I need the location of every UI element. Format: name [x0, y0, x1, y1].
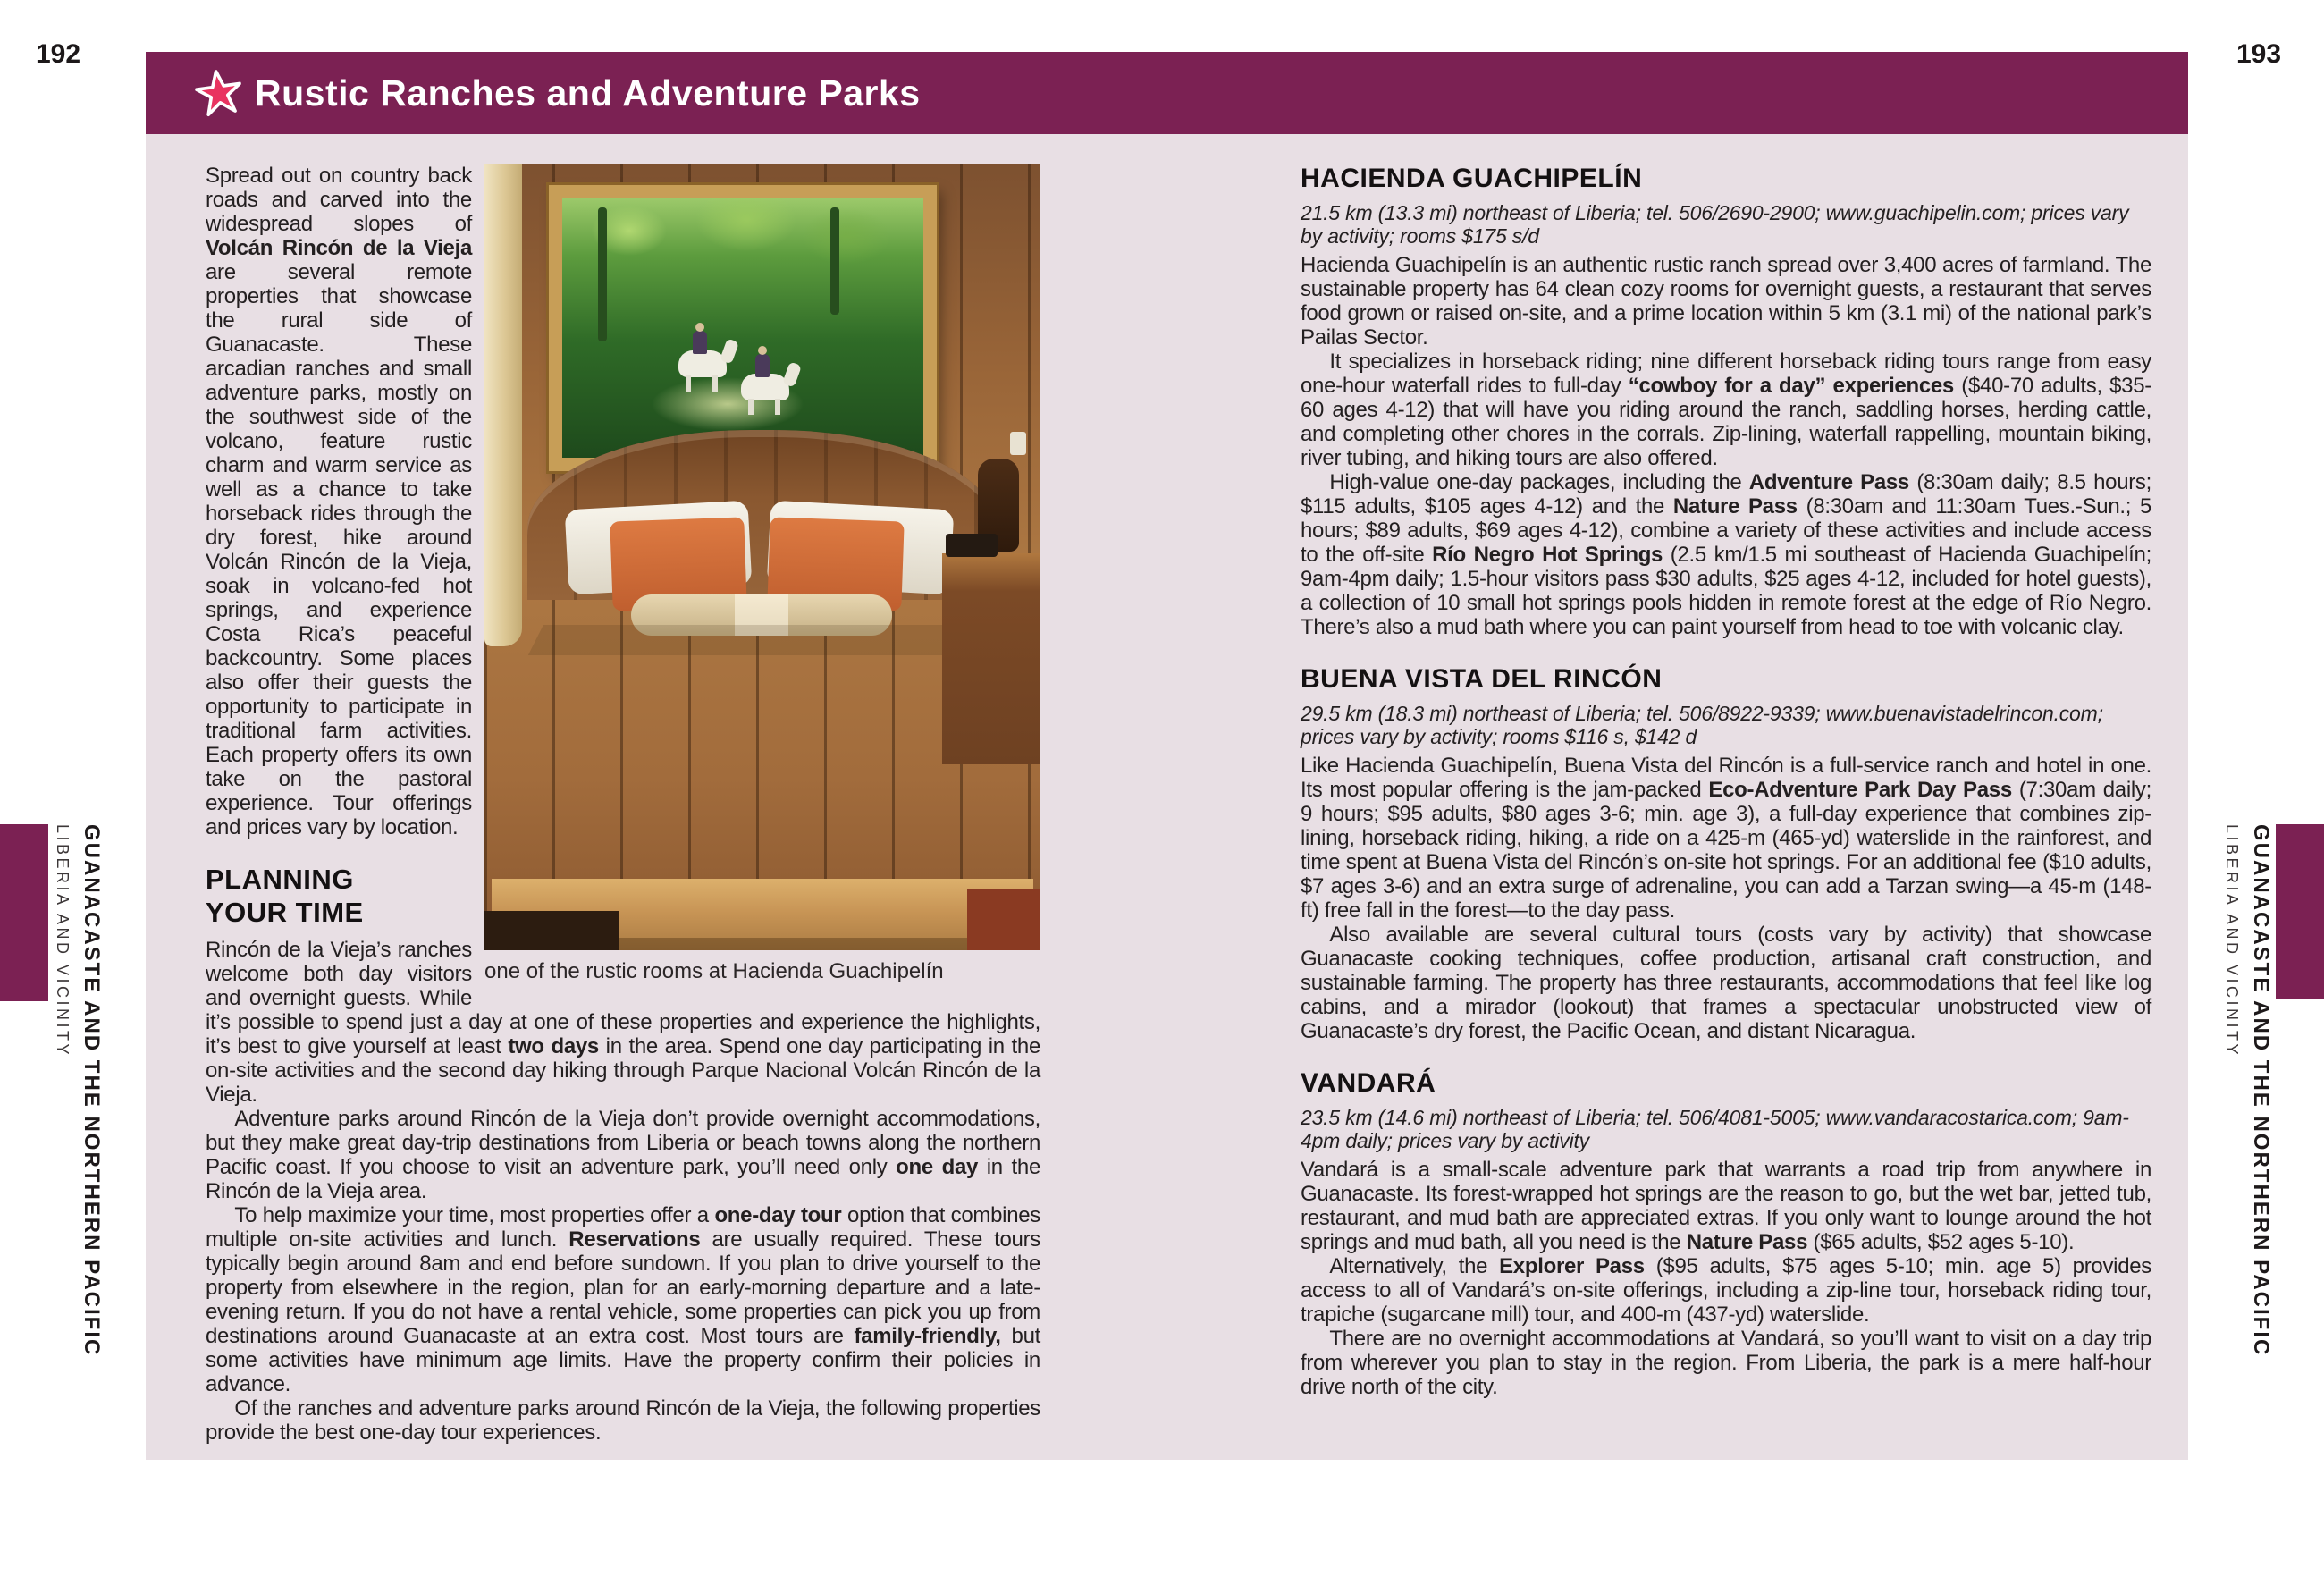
- listing-heading: HACIENDA GUACHIPELÍN: [1301, 164, 1643, 193]
- banner-title: Rustic Ranches and Adventure Parks: [255, 72, 921, 114]
- nightstand: [942, 553, 1040, 764]
- painting-tree: [830, 207, 839, 315]
- telephone: [946, 534, 998, 557]
- painting-horse-rider: [741, 374, 789, 400]
- body-paragraph: Rincón de la Vieja’s ranches welcome both day visitors and overnight guests. While it’s possible to spend just a day at one of these properties and experience the highlights, it’s best to give yourself at least two days in the area. Spend one day participating in the on-site activities and the second day hiking through Parque Nacional Volcán Rincón de la Vieja.: [206, 938, 1040, 1107]
- listing-buena-vista-del-rincon: [1301, 664, 2151, 1043]
- floor-shadow: [484, 911, 619, 950]
- painting-horse-rider: [678, 350, 727, 377]
- chapter-thumb-tab-right: [2276, 824, 2324, 999]
- sidebar-section-label-left: LIBERIA AND VICINITY: [54, 824, 72, 1058]
- body-paragraph: There are no overnight accommodations at Vandará, so you’ll want to visit on a day trip from wherever you plan to stay in the region. From Liberia, the park is a mere half-hour drive north of the city.: [1301, 1327, 2151, 1399]
- listing-details: 23.5 km (14.6 mi) northeast of Liberia; tel. 506/4081-5005; www.vandaracostarica.com; 9am-4pm daily; prices vary by activity: [1301, 1106, 2129, 1152]
- photo-caption: one of the rustic rooms at Hacienda Guachipelín: [484, 959, 944, 983]
- body-paragraph: Adventure parks around Rincón de la Vieja don’t provide overnight accommodations, but they make great day-trip destinations from Liberia or beach towns along the northern Pacific coast. If you choose to visit an adventure park, you’ll need only one day in the Rincón de la Vieja area.: [206, 1107, 1040, 1203]
- listing-hacienda-guachipelin: [1301, 164, 2151, 639]
- body-paragraph: To help maximize your time, most properties offer a one-day tour option that combines multiple on-site activities and lunch. Reservations are usually required. These tours typically begin around 8am and end before sundown. If you plan to drive yourself to the property from elsewhere in the region, plan for an early-morning departure and a late-evening return. If you do not have a rental vehicle, some properties can pick you up from destinations around Guanacaste at an extra cost. Most tours are family-friendly, but some activities have minimum age limits. Have the property confirm their policies in advance.: [206, 1203, 1040, 1396]
- sidebar-section-label-right: LIBERIA AND VICINITY: [2223, 824, 2241, 1058]
- page-number-left: 192: [36, 39, 81, 69]
- photo-rustic-room: [484, 164, 1040, 950]
- wall-outlet: [1010, 432, 1026, 455]
- body-paragraph: Like Hacienda Guachipelín, Buena Vista del Rincón is a full-service ranch and hotel in one. Its most popular offering is the jam-packed Eco-Adventure Park Day Pass (7:30am daily; 9 hours; $95 adults, $80 ages 3-6; min. age 3), a full-day experience that combines zip-lining, horseback riding, hiking, a ride on a 425-m (465-yd) waterslide in the rainforest, and time spent at Buena Vista del Rincón’s on-site hot springs. For an additional fee ($10 adults, $7 ages 3-6) and an extra surge of adrenaline, you can add a Tarzan swing—a 45-m (148-ft) free fall in the forest—to the day pass.: [1301, 754, 2151, 923]
- star-icon: [193, 67, 246, 120]
- painting-foliage: [562, 198, 897, 306]
- body-paragraph: Hacienda Guachipelín is an authentic rustic ranch spread over 3,400 acres of farmland. The sustainable property has 64 clean cozy rooms for overnight guests, a restaurant that serves food grown or raised on-site, and a prime location within 5 km (3.1 mi) of the national park’s Pailas Sector.: [1301, 253, 2151, 350]
- body-paragraph: Vandará is a small-scale adventure park that warrants a road trip from anywhere in Guanacaste. Its forest-wrapped hot springs are the reason to go, but the wet bar, jetted tub, restaurant, and mud bath are appreciated extras. If you only want to lounge around the hot springs and mud bath, all you need is the Nature Pass ($65 adults, $52 ages 5-10).: [1301, 1158, 2151, 1254]
- bedspread-fold: [508, 625, 1017, 655]
- listing-heading: BUENA VISTA DEL RINCÓN: [1301, 664, 1663, 694]
- framed-painting: [549, 185, 937, 471]
- body-paragraph: Of the ranches and adventure parks around Rincón de la Vieja, the following properties provide the best one-day tour experiences.: [206, 1396, 1040, 1445]
- section-banner: [146, 52, 2188, 134]
- body-paragraph: High-value one-day packages, including the Adventure Pass (8:30am daily; 8.5 hours; $115 adults, $105 ages 4-12) and the Nature Pass (8:30am and 11:30am Tues.-Sun.; 5 hours; $89 adults, $69 ages 4-12), combine a variety of these activities and include access to the off-site Río Negro Hot Springs (2.5 km/1.5 mi southeast of Hacienda Guachipelín; 9am-4pm daily; 1.5-hour visitors pass $30 adults, $25 ages 4-12, included for hotel guests), a collection of 10 small hot springs pools hidden in remote forest at the edge of Río Negro. There’s also a mud bath where you can paint yourself from head to toe with volcanic clay.: [1301, 470, 2151, 639]
- page-number-right: 193: [2236, 39, 2282, 69]
- intro-paragraph: Spread out on country back roads and carved into the widespread slopes of Volcán Rincón de la Vieja are several remote properties that showcase the rural side of Guanacaste. These arcadian ranches and small adventure parks, mostly on the southwest side of the volcano, feature rustic charm and warm service as well as a chance to take horseback rides through the dry forest, hike around Volcán Rincón de la Vieja, soak in volcano-fed hot springs, and experience Costa Rica’s peaceful backcountry. Some places also offer their guests the opportunity to participate in traditional farm activities. Each property offers its own take on the pastoral experience. Tour offerings and prices vary by location.: [206, 164, 472, 839]
- chapter-thumb-tab-left: [0, 824, 48, 1001]
- right-page-column: [1301, 164, 2151, 1399]
- left-page-column: [206, 164, 1040, 1445]
- body-paragraph: It specializes in horseback riding; nine different horseback riding tours range from easy one-hour waterfall rides to full-day “cowboy for a day” experiences ($40-70 adults, $35-60 ages 4-12) that will have you riding around the ranch, saddling horses, herding cattle, and completing other chores in the corrals. Zip-lining, waterfall rappelling, mountain biking, river tubing, and hiking tours are also offered.: [1301, 350, 2151, 470]
- planning-your-time-heading: PLANNING YOUR TIME: [206, 864, 364, 928]
- curtain: [484, 164, 522, 646]
- listing-heading: VANDARÁ: [1301, 1068, 1436, 1098]
- listing-details: 21.5 km (13.3 mi) northeast of Liberia; tel. 506/2690-2900; www.guachipelin.com; prices vary by activity; rooms $175 s/d: [1301, 201, 2129, 248]
- cabinet: [967, 889, 1040, 950]
- listing-details: 29.5 km (18.3 mi) northeast of Liberia; tel. 506/8922-9339; www.buenavistadelrincon.com; prices vary by activity; rooms $116 s, $142 d: [1301, 702, 2103, 748]
- body-paragraph: Alternatively, the Explorer Pass ($95 adults, $75 ages 5-10; min. age 5) provides access to all of Vandará’s on-site offerings, including a zip-line tour, horseback riding tour, trapiche (sugarcane mill) tour, and 400-m (437-yd) waterslide.: [1301, 1254, 2151, 1327]
- painting-tree: [598, 207, 607, 341]
- sidebar-chapter-label-left: GUANACASTE AND THE NORTHERN PACIFIC: [80, 824, 104, 1357]
- bedspread: [508, 625, 1017, 893]
- sidebar-chapter-label-right: GUANACASTE AND THE NORTHERN PACIFIC: [2249, 824, 2273, 1357]
- listing-vandara: [1301, 1068, 2151, 1399]
- photo-figure: [484, 164, 1040, 984]
- body-paragraph: Also available are several cultural tours (costs vary by activity) that showcase Guanacaste cooking techniques, coffee production, artisanal craft construction, and sustainable farming. The property has three restaurants, accommodations that feel like log cabins, and a mirador (lookout) that frames a spectacular unobstructed view of Guanacaste’s dry forest, the Pacific Ocean, and distant Nicaragua.: [1301, 923, 2151, 1043]
